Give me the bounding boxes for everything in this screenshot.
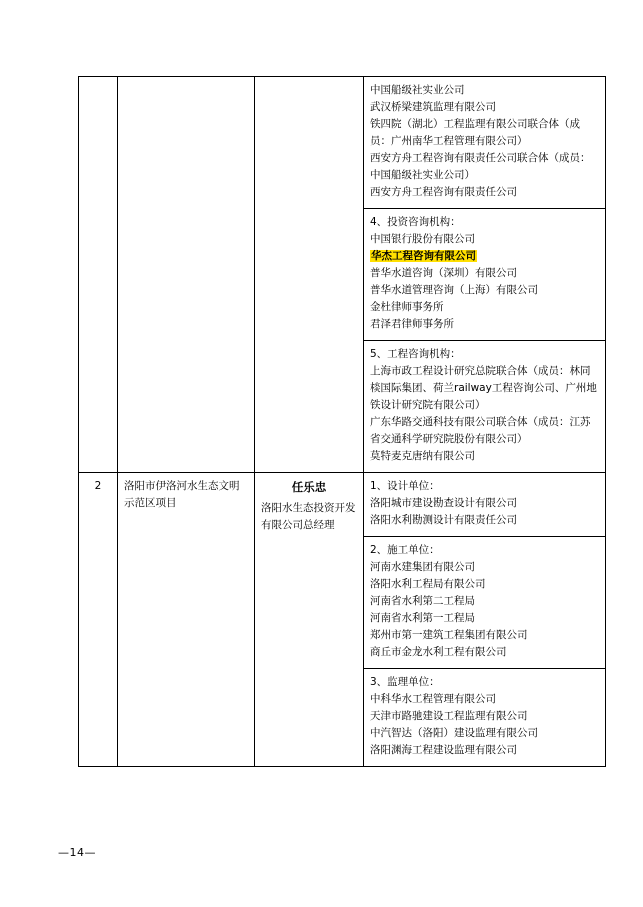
person-cell	[255, 77, 364, 473]
unit-group-title: 5、工程咨询机构：	[370, 348, 461, 360]
unit-line: 洛阳渊海工程建设监理有限公司	[370, 744, 517, 756]
unit-line: 洛阳水利工程局有限公司	[370, 578, 486, 590]
unit-line: 普华水道管理咨询（上海）有限公司	[370, 284, 538, 296]
person-cell	[255, 473, 364, 767]
project-name-cell	[118, 77, 255, 473]
row-number-cell: 2	[79, 473, 118, 767]
unit-line: 铁四院（湖北）工程监理有限公司联合体（成员：广州南华工程管理有限公司）	[370, 118, 580, 147]
unit-line: 河南省水利第二工程局	[370, 595, 475, 607]
unit-line: 天津市路驰建设工程监理有限公司	[370, 710, 528, 722]
page-number-footer: —14—	[58, 846, 96, 859]
unit-line: 中国船级社实业公司	[370, 84, 465, 96]
person-name: 任乐忠	[291, 480, 327, 494]
unit-line: 西安方舟工程咨询有限责任公司联合体（成员：中国船级社实业公司）	[370, 152, 591, 181]
unit-line: 普华水道咨询（深圳）有限公司	[370, 267, 517, 279]
unit-group	[364, 669, 605, 766]
units-cell	[364, 77, 606, 473]
table-row	[79, 473, 606, 767]
person-title: 洛阳水生态投资开发有限公司总经理	[261, 501, 356, 531]
unit-line: 中科华水工程管理有限公司	[370, 693, 496, 705]
unit-line: 武汉桥梁建筑监理有限公司	[370, 101, 496, 113]
units-cell	[364, 473, 606, 767]
unit-line: 河南水建集团有限公司	[370, 561, 475, 573]
unit-line: 洛阳水利勘测设计有限责任公司	[370, 514, 517, 526]
unit-group	[364, 473, 605, 537]
unit-line: 洛阳城市建设勘查设计有限公司	[370, 497, 517, 509]
unit-line: 金杜律师事务所	[370, 301, 444, 313]
unit-line: 中汽智达（洛阳）建设监理有限公司	[370, 727, 538, 739]
unit-group	[364, 537, 605, 669]
unit-line: 西安方舟工程咨询有限责任公司	[370, 186, 517, 198]
table-body	[79, 77, 606, 767]
unit-line: 君泽君律师事务所	[370, 318, 454, 330]
unit-line: 莫特麦克唐纳有限公司	[370, 450, 475, 462]
unit-line: 上海市政工程设计研究总院联合体（成员：林同棪国际集团、荷兰railway工程咨询公司、广州地铁设计研究院有限公司）	[370, 365, 597, 411]
unit-line: 郑州市第一建筑工程集团有限公司	[370, 629, 528, 641]
unit-group-title: 1、设计单位：	[370, 480, 440, 492]
unit-line: 广东华路交通科技有限公司联合体（成员：江苏省交通科学研究院股份有限公司）	[370, 416, 591, 445]
unit-group	[364, 77, 605, 209]
unit-group-title: 3、监理单位：	[370, 676, 440, 688]
table-row	[79, 77, 606, 473]
unit-group	[364, 209, 605, 341]
unit-line-highlighted	[370, 248, 599, 265]
unit-group-title: 4、投资咨询机构：	[370, 216, 461, 228]
project-name-cell: 洛阳市伊洛河水生态文明示范区项目	[118, 473, 255, 767]
highlight-mark: 华杰工程咨询有限公司	[371, 250, 476, 262]
unit-line: 河南省水利第一工程局	[370, 612, 475, 624]
row-number-cell	[79, 77, 118, 473]
unit-line: 中国银行股份有限公司	[370, 233, 475, 245]
unit-group-title: 2、施工单位：	[370, 544, 440, 556]
unit-line: 商丘市金龙水利工程有限公司	[370, 646, 507, 658]
unit-group	[364, 341, 605, 472]
units-table	[78, 76, 606, 767]
